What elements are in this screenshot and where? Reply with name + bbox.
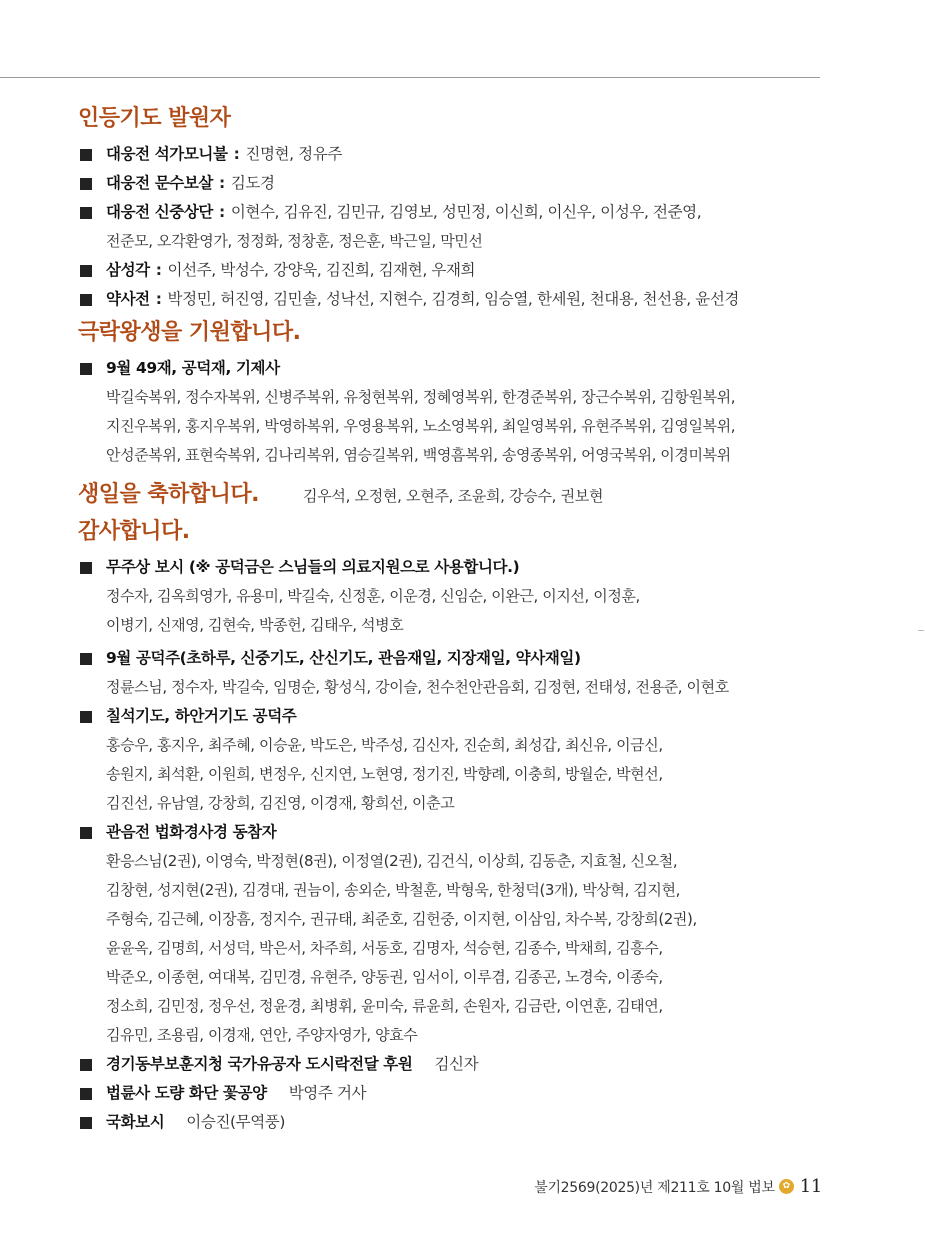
- names-line: 안성준복위, 표현숙복위, 김나리복위, 염승길복위, 백영흠복위, 송영종복위, 어영국복위, 이경미복위: [106, 446, 731, 464]
- sponsor-item: [78, 1079, 848, 1108]
- bullet-square-icon: [80, 711, 92, 723]
- birthday-heading: 생일을 축하합니다.: [78, 482, 260, 507]
- item-colon: :: [219, 203, 225, 221]
- item-value: 박정민, 허진영, 김민솔, 성낙선, 지현수, 김경희, 임승열, 한세원, 천대용, 천선용, 윤선경: [167, 290, 739, 308]
- names-line: 박준오, 이종현, 여대복, 김민경, 유현주, 양동권, 임서이, 이루겸, 김종곤, 노경숙, 이종숙,: [106, 968, 663, 986]
- bullet-square-icon: [80, 653, 92, 665]
- item-value: 김도경: [230, 174, 275, 192]
- names-line: 주형숙, 김근혜, 이장흠, 정지수, 권규태, 최준호, 김헌중, 이지현, 이삼임, 차수복, 강창희(2권),: [106, 910, 697, 928]
- bullet-square-icon: [80, 1117, 92, 1129]
- item-continuation: 전준모, 오각환영가, 정정화, 정창훈, 정은훈, 박근일, 막민선: [106, 232, 483, 250]
- item-value: 이현수, 김유진, 김민규, 김영보, 성민정, 이신희, 이신우, 이성우, 전준영,: [230, 203, 702, 221]
- sponsor-item: [78, 1108, 848, 1137]
- birthday-row: [78, 480, 848, 511]
- item-label: 대웅전 신중상단: [106, 203, 214, 221]
- sponsor-item: [78, 1050, 848, 1079]
- names-line: 김창현, 성지현(2권), 김경대, 권늠이, 송외순, 박철훈, 박형욱, 한청덕(3개), 박상혁, 김지현,: [106, 881, 680, 899]
- issue-label: 불기2569(2025)년 제211호 10월 법보: [534, 1179, 775, 1196]
- names-line: 윤윤옥, 김명희, 서성덕, 박은서, 차주희, 서동호, 김명자, 석승현, 김종수, 박채희, 김흥수,: [106, 939, 663, 957]
- names-line: 송원지, 최석환, 이원희, 변정우, 신지연, 노현영, 정기진, 박향례, 이충희, 방월순, 박현선,: [106, 765, 663, 783]
- bullet-square-icon: [80, 207, 92, 219]
- bullet-square-icon: [80, 363, 92, 375]
- bullet-square-icon: [80, 294, 92, 306]
- lantern-item: [78, 285, 848, 314]
- lotus-icon: ✿: [779, 1179, 794, 1194]
- bullet-square-icon: [80, 1059, 92, 1071]
- names-line: 정소희, 김민정, 정우선, 정윤경, 최병휘, 윤미숙, 류윤희, 손원자, 김금란, 이연훈, 김태연,: [106, 997, 663, 1015]
- item-label: 대웅전 문수보살: [106, 174, 214, 192]
- bullet-square-icon: [80, 1088, 92, 1100]
- group-label: 칠석기도, 하안거기도 공덕주: [106, 707, 297, 725]
- group-label: 무주상 보시 (※ 공덕금은 스님들의 의료지원으로 사용합니다.): [106, 558, 520, 576]
- item-label: 9월 49재, 공덕재, 기제사: [106, 359, 280, 377]
- names-line: 박길숙복위, 정수자복위, 신병주복위, 유청현복위, 정혜영복위, 한경준복위, 장근수복위, 김항원복위,: [106, 388, 736, 406]
- birthday-names: 김우석, 오정현, 오현주, 조윤희, 강승수, 권보현: [303, 487, 604, 505]
- sponsor-label: 법륜사 도량 화단 꽃공양: [106, 1084, 267, 1102]
- thanks-group: [78, 553, 848, 582]
- bullet-square-icon: [80, 178, 92, 190]
- bullet-square-icon: [80, 149, 92, 161]
- top-divider: [0, 77, 820, 78]
- names-line: 홍승우, 홍지우, 최주혜, 이승윤, 박도은, 박주성, 김신자, 진순희, 최성갑, 최신유, 이금신,: [106, 736, 663, 754]
- thanks-heading: 감사합니다.: [78, 519, 190, 544]
- item-value: 진명현, 정유주: [245, 145, 342, 163]
- names-line: 김진선, 유남열, 강창희, 김진영, 이경재, 황희선, 이춘고: [106, 794, 455, 812]
- bullet-square-icon: [80, 265, 92, 277]
- rebirth-item: [78, 354, 848, 383]
- sponsor-label: 국화보시: [106, 1113, 165, 1131]
- page-content: [78, 104, 848, 1137]
- page-number: 11: [799, 1176, 822, 1197]
- margin-tick: [918, 630, 924, 631]
- lantern-heading: 인등기도 발원자: [78, 106, 231, 131]
- names-line: 김유민, 조용림, 이경재, 연안, 주양자영가, 양효수: [106, 1026, 418, 1044]
- names-line: 정륜스님, 정수자, 박길숙, 임명순, 황성식, 강이슬, 천수천안관음회, 김정현, 전태성, 전용준, 이현호: [106, 678, 729, 696]
- page-footer: [534, 1176, 822, 1197]
- lantern-item: [78, 198, 848, 227]
- item-label: 약사전: [106, 290, 150, 308]
- lantern-item: [78, 169, 848, 198]
- sponsor-label: 경기동부보훈지청 국가유공자 도시락전달 후원: [106, 1055, 413, 1073]
- sponsor-value: 김신자: [434, 1055, 479, 1073]
- lantern-item: [78, 256, 848, 285]
- thanks-group: [78, 644, 848, 673]
- item-colon: :: [233, 145, 240, 163]
- item-colon: :: [219, 174, 225, 192]
- bullet-square-icon: [80, 827, 92, 839]
- sponsor-value: 박영주 거사: [288, 1084, 367, 1102]
- group-label: 9월 공덕주(초하루, 신중기도, 산신기도, 관음재일, 지장재일, 약사재일): [106, 649, 581, 667]
- item-value: 이선주, 박성수, 강양욱, 김진희, 김재현, 우재희: [167, 261, 476, 279]
- item-colon: :: [155, 261, 162, 279]
- rebirth-heading: 극락왕생을 기원합니다.: [78, 320, 301, 345]
- thanks-group: [78, 818, 848, 847]
- sponsor-value: 이승진(무역풍): [186, 1113, 286, 1131]
- names-line: 정수자, 김옥희영가, 유용미, 박길숙, 신정훈, 이운경, 신임순, 이완근, 이지선, 이정훈,: [106, 587, 640, 605]
- item-label: 삼성각: [106, 261, 150, 279]
- item-label: 대웅전 석가모니불: [106, 145, 228, 163]
- item-colon: :: [155, 290, 162, 308]
- thanks-group: [78, 702, 848, 731]
- names-line: 이병기, 신재영, 김현숙, 박종헌, 김태우, 석병호: [106, 616, 404, 634]
- lantern-item: [78, 140, 848, 169]
- names-line: 환응스님(2권), 이영숙, 박정현(8권), 이정열(2권), 김건식, 이상희, 김동춘, 지효철, 신오철,: [106, 852, 678, 870]
- names-line: 지진우복위, 홍지우복위, 박영하복위, 우영용복위, 노소영복위, 최일영복위, 유현주복위, 김영일복위,: [106, 417, 736, 435]
- spacer: [78, 470, 848, 480]
- group-label: 관음전 법화경사경 동참자: [106, 823, 277, 841]
- bullet-square-icon: [80, 562, 92, 574]
